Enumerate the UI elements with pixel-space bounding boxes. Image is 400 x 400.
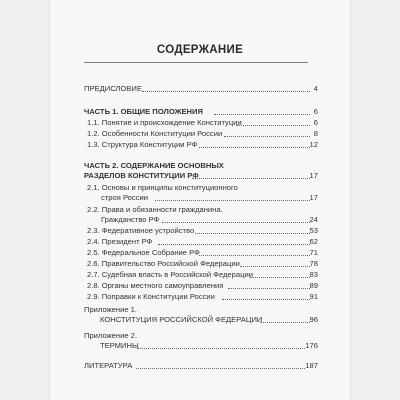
toc-leader-dots [158,244,310,245]
toc-preface-page: 4 [313,84,318,93]
toc-leader-dots [162,222,310,223]
toc-leader-dots [222,299,310,300]
toc-section-2-2-page: 24 [309,215,318,224]
toc-section-2-2-label-line1: 2.2. Права и обязанности гражданина. [87,205,223,214]
book-page [50,0,350,400]
toc-leader-dots [199,147,310,148]
toc-literature-label: ЛИТЕРАТУРА [84,361,133,370]
toc-section-2-1-label-line1: 2.1. Основы и принципы конституционного [87,183,238,192]
toc-leader-dots [199,255,310,256]
toc-leader-dots [236,125,310,126]
toc-section-2-3-page: 53 [309,226,318,235]
toc-section-2-7-page: 83 [309,270,318,279]
toc-appendix2-label-line1: Приложение 2. [84,331,137,340]
toc-part2-label-line2: РАЗДЕЛОВ КОНСТИТУЦИИ РФ [84,171,199,180]
toc-section-2-9-label: 2.9. Поправки к Конституции России [87,292,215,301]
toc-section-2-5-page: 71 [309,248,318,257]
title-underline [84,62,308,63]
toc-preface-label: ПРЕДИСЛОВИЕ [84,84,142,93]
toc-part1-page: 6 [313,107,318,116]
toc-section-1-3-label: 1.3. Структура Конституции РФ [87,140,198,149]
contents-title: СОДЕРЖАНИЕ [156,44,244,56]
toc-section-1-2-page: 8 [313,129,318,138]
toc-appendix2-page: 176 [305,341,318,350]
toc-section-2-6-label: 2.6. Правительство Российской Федерации [87,259,240,268]
toc-section-2-1-label-line2: строя России [101,193,148,202]
toc-part2-page: 17 [309,171,318,180]
toc-leader-dots [137,348,305,349]
toc-section-2-2-label-line2: Гражданство РФ [101,215,160,224]
toc-leader-dots [228,288,310,289]
toc-leader-dots [214,114,310,115]
toc-section-2-4-page: 62 [309,237,318,246]
toc-appendix1-label-line2: КОНСТИТУЦИЯ РОССИЙСКОЙ ФЕДЕРАЦИИ [100,315,263,324]
toc-section-1-2-label: 1.2. Особенности Конституции России [87,129,223,138]
toc-section-2-9-page: 91 [309,292,318,301]
toc-leader-dots [260,322,310,323]
toc-leader-dots [142,91,310,92]
toc-section-2-8-page: 89 [309,281,318,290]
toc-leader-dots [195,233,310,234]
toc-part1-label: ЧАСТЬ 1. ОБЩИЕ ПОЛОЖЕНИЯ [84,107,203,116]
toc-section-2-1-page: 17 [309,193,318,202]
toc-literature-page: 187 [305,361,318,370]
toc-leader-dots [224,136,310,137]
toc-section-1-1-page: 6 [313,118,318,127]
toc-part2-label-line1: ЧАСТЬ 2. СОДЕРЖАНИЕ ОСНОВНЫХ [84,161,224,170]
bleed-through-text [50,22,350,29]
toc-leader-dots [250,277,310,278]
toc-section-2-6-page: 78 [309,259,318,268]
toc-appendix2-label-line2: ТЕРМИНЫ [100,341,139,350]
toc-appendix1-page: 96 [309,315,318,324]
toc-leader-dots [192,178,310,179]
toc-section-2-7-label: 2.7. Судебная власть в Российской Федерации [87,270,253,279]
toc-section-2-3-label: 2.3. Федеративное устройство [87,226,195,235]
toc-section-2-4-label: 2.4. Президент РФ [87,237,153,246]
toc-leader-dots [155,200,310,201]
toc-appendix1-label-line1: Приложение 1. [84,305,137,314]
toc-section-2-8-label: 2.8. Органы местного самоуправления [87,281,224,290]
toc-leader-dots [136,368,305,369]
toc-section-2-5-label: 2.5. Федеральное Собрание РФ [87,248,200,257]
toc-section-1-3-page: 12 [309,140,318,149]
toc-leader-dots [240,266,310,267]
toc-section-1-1-label: 1.1. Понятие и происхождение Конституции [87,118,242,127]
